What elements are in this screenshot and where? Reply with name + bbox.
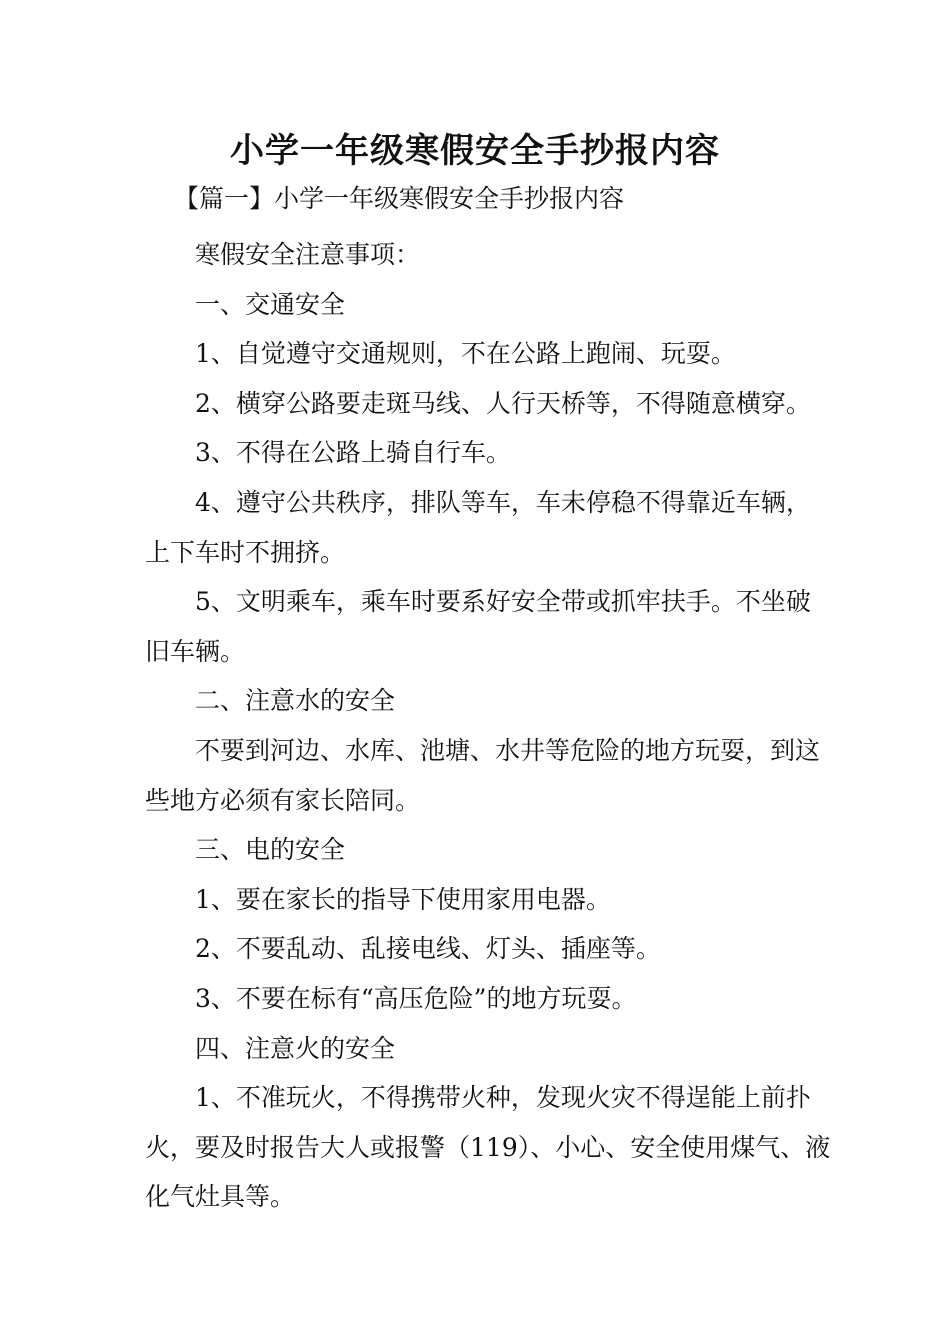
heading-fire-safety: 四、注意火的安全: [195, 1033, 396, 1063]
page-title: 小学一年级寒假安全手抄报内容: [230, 131, 720, 171]
paragraph-electric-2: 2、不要乱动、乱接电线、灯头、插座等。: [195, 934, 661, 964]
paragraph-fire-1: 1、不准玩火，不得携带火种，发现火灾不得逞能上前扑火，要及时报告大人或报警（119）、小心、安全使用煤气、液化气灶具等。: [145, 1083, 831, 1212]
paragraph-water: 不要到河边、水库、池塘、水井等危险的地方玩耍，到这些地方必须有家长陪同。: [145, 735, 821, 815]
paragraph-traffic-2: 2、横穿公路要走斑马线、人行天桥等，不得随意横穿。: [195, 388, 811, 418]
paragraph-electric-1: 1、要在家长的指导下使用家用电器。: [195, 884, 611, 914]
paragraph-traffic-3: 3、不得在公路上骑自行车。: [195, 438, 511, 468]
paragraph-intro: 寒假安全注意事项：: [195, 240, 421, 269]
paragraph-traffic-5: 5、文明乘车，乘车时要系好安全带或抓牢扶手。不坐破旧车辆。: [145, 587, 811, 666]
paragraph-traffic-1: 1、自觉遵守交通规则，不在公路上跑闹、玩耍。: [195, 339, 736, 369]
document-body: [145, 230, 835, 1222]
paragraph-traffic-4: 4、遵守公共秩序，排队等车，车未停稳不得靠近车辆，上下车时不拥挤。: [145, 487, 811, 567]
heading-electric-safety: 三、电的安全: [195, 835, 346, 865]
heading-water-safety: 二、注意水的安全: [195, 686, 396, 716]
heading-traffic-safety: 一、交通安全: [195, 289, 346, 319]
section-heading: 【篇一】小学一年级寒假安全手抄报内容: [174, 184, 625, 213]
paragraph-electric-3: 3、不要在标有“高压危险”的地方玩耍。: [195, 983, 637, 1013]
